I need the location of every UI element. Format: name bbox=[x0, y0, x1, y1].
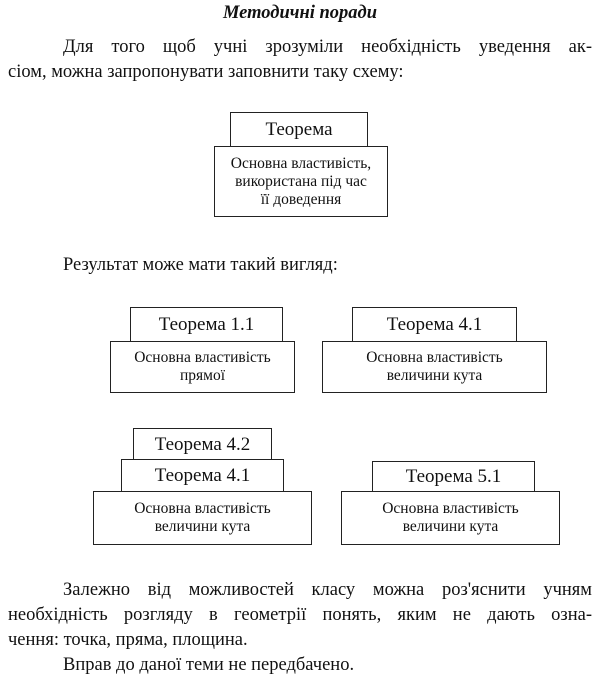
intro-line-2: сіом, можна запропонувати заповнити таку схему: bbox=[8, 62, 404, 82]
section-title: Методичні поради bbox=[222, 3, 378, 23]
example-4-header: Теорема 5.1 bbox=[372, 461, 535, 493]
intro-line-1: Для того щоб учні зрозуміли необхідність уведення ак- bbox=[63, 37, 592, 57]
schema-body-box: Основна властивість, використана під час її доведення bbox=[214, 146, 388, 217]
example-4-body: Основна властивість величини кута bbox=[341, 491, 560, 545]
conclusion-line-2: необхідність розгляду в геометрії понять, яким не дають озна- bbox=[8, 605, 592, 625]
conclusion-line-3: чення: точка, пряма, площина. bbox=[8, 630, 248, 650]
example-3-header-top: Теорема 4.2 bbox=[133, 428, 272, 461]
example-2-header: Теорема 4.1 bbox=[352, 307, 517, 343]
note: Вправ до даної теми не передбачено. bbox=[63, 655, 355, 675]
schema-header-box: Теорема bbox=[230, 112, 368, 148]
example-1-header: Теорема 1.1 bbox=[130, 307, 283, 343]
conclusion-line-1: Залежно від можливостей класу можна роз'яснити учням bbox=[63, 580, 592, 600]
example-1-body: Основна властивість прямої bbox=[110, 341, 295, 393]
example-2-body: Основна властивість величини кута bbox=[322, 341, 547, 393]
example-3-body: Основна властивість величини кута bbox=[93, 491, 312, 545]
example-3-header-bottom: Теорема 4.1 bbox=[121, 459, 284, 493]
result-label: Результат може мати такий вигляд: bbox=[63, 255, 338, 275]
